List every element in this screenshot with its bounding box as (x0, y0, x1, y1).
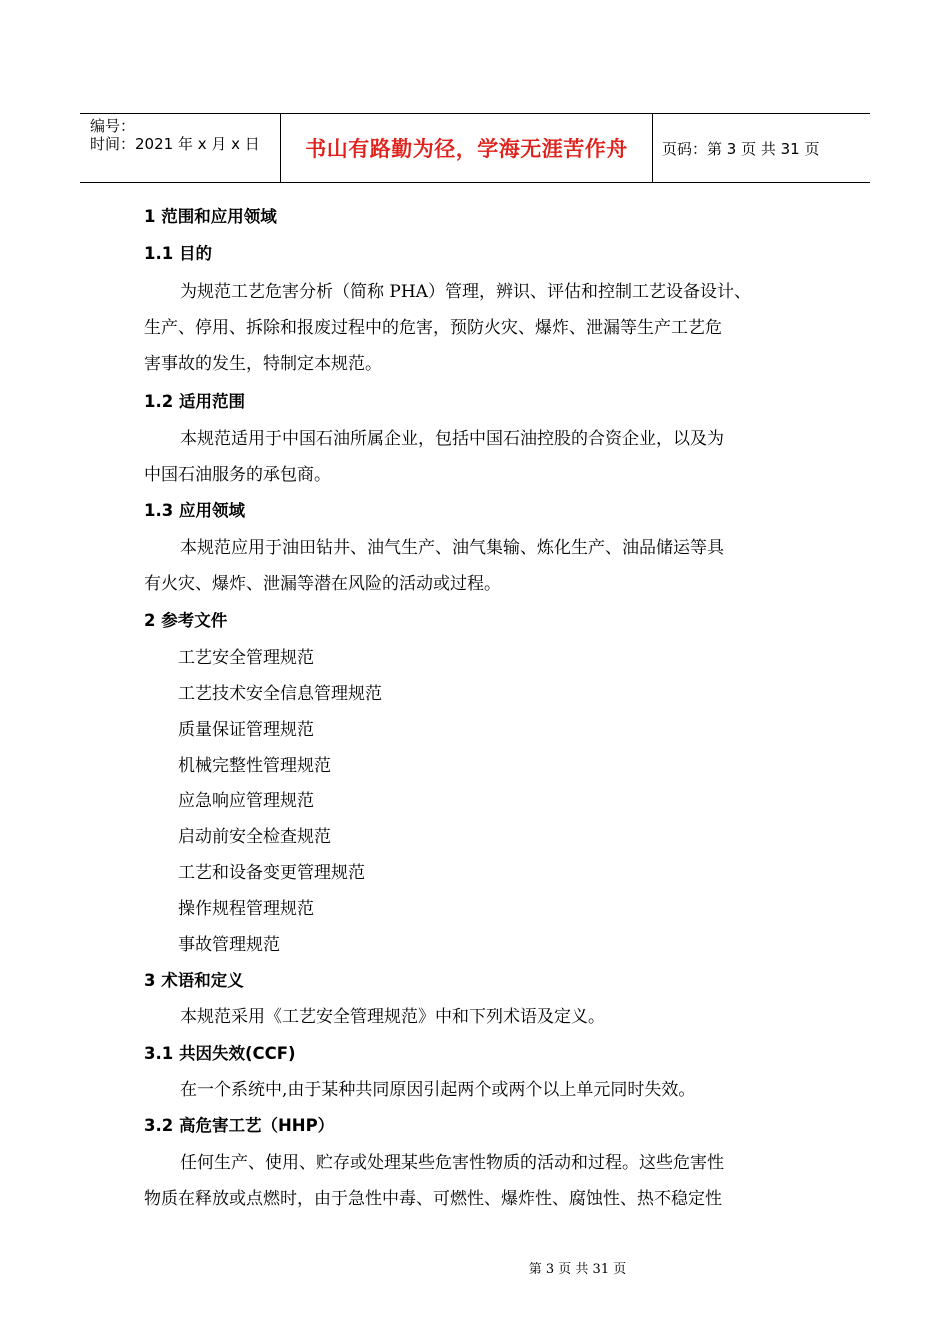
paragraph-line: 生产、停用、拆除和报废过程中的危害，预防火灾、爆炸、泄漏等生产工艺危 (144, 318, 722, 338)
document-number-label: 编号： (90, 117, 136, 135)
paragraph-line: 在一个系统中,由于某种共同原因引起两个或两个以上单元同时失效。 (180, 1080, 696, 1100)
reference-item: 操作规程管理规范 (178, 899, 314, 919)
reference-item: 工艺安全管理规范 (178, 648, 314, 668)
paragraph-line: 有火灾、爆炸、泄漏等潜在风险的活动或过程。 (144, 574, 501, 594)
page-footer: 第 3 页 共 31 页 (528, 1262, 627, 1277)
subsection-heading: 1.1 目的 (144, 244, 212, 263)
section-heading: 2 参考文件 (144, 611, 228, 630)
header-table (80, 113, 870, 183)
document-time: 时间：2021 年 x 月 x 日 (90, 135, 260, 153)
paragraph-line: 本规范适用于中国石油所属企业，包括中国石油控股的合资企业，以及为 (180, 429, 724, 449)
reference-item: 启动前安全检查规范 (178, 827, 331, 847)
header-meta-cell (80, 114, 281, 182)
paragraph-line: 本规范采用《工艺安全管理规范》中和下列术语及定义。 (180, 1007, 605, 1027)
reference-item: 工艺和设备变更管理规范 (178, 863, 365, 883)
subsection-heading: 1.3 应用领域 (144, 501, 245, 520)
reference-item: 机械完整性管理规范 (178, 756, 331, 776)
reference-item: 事故管理规范 (178, 935, 280, 955)
paragraph-line: 中国石油服务的承包商。 (144, 465, 331, 485)
section-heading: 3 术语和定义 (144, 971, 244, 990)
header-page-info: 页码：第 3 页 共 31 页 (662, 139, 820, 158)
reference-item: 质量保证管理规范 (178, 720, 314, 740)
reference-item: 应急响应管理规范 (178, 791, 314, 811)
subsection-heading: 3.2 高危害工艺（HHP） (144, 1116, 335, 1135)
header-motto: 书山有路勤为径，学海无涯苦作舟 (281, 114, 653, 182)
paragraph-line: 为规范工艺危害分析（简称 PHA）管理，辨识、评估和控制工艺设备设计、 (180, 282, 751, 302)
paragraph-line: 本规范应用于油田钻井、油气生产、油气集输、炼化生产、油品储运等具 (180, 538, 724, 558)
subsection-heading: 3.1 共因失效(CCF) (144, 1044, 296, 1063)
reference-item: 工艺技术安全信息管理规范 (178, 684, 382, 704)
section-heading: 1 范围和应用领域 (144, 207, 277, 226)
paragraph-line: 任何生产、使用、贮存或处理某些危害性物质的活动和过程。这些危害性 (180, 1153, 724, 1173)
paragraph-line: 害事故的发生，特制定本规范。 (144, 354, 382, 374)
paragraph-line: 物质在释放或点燃时，由于急性中毒、可燃性、爆炸性、腐蚀性、热不稳定性 (144, 1189, 722, 1209)
subsection-heading: 1.2 适用范围 (144, 392, 245, 411)
